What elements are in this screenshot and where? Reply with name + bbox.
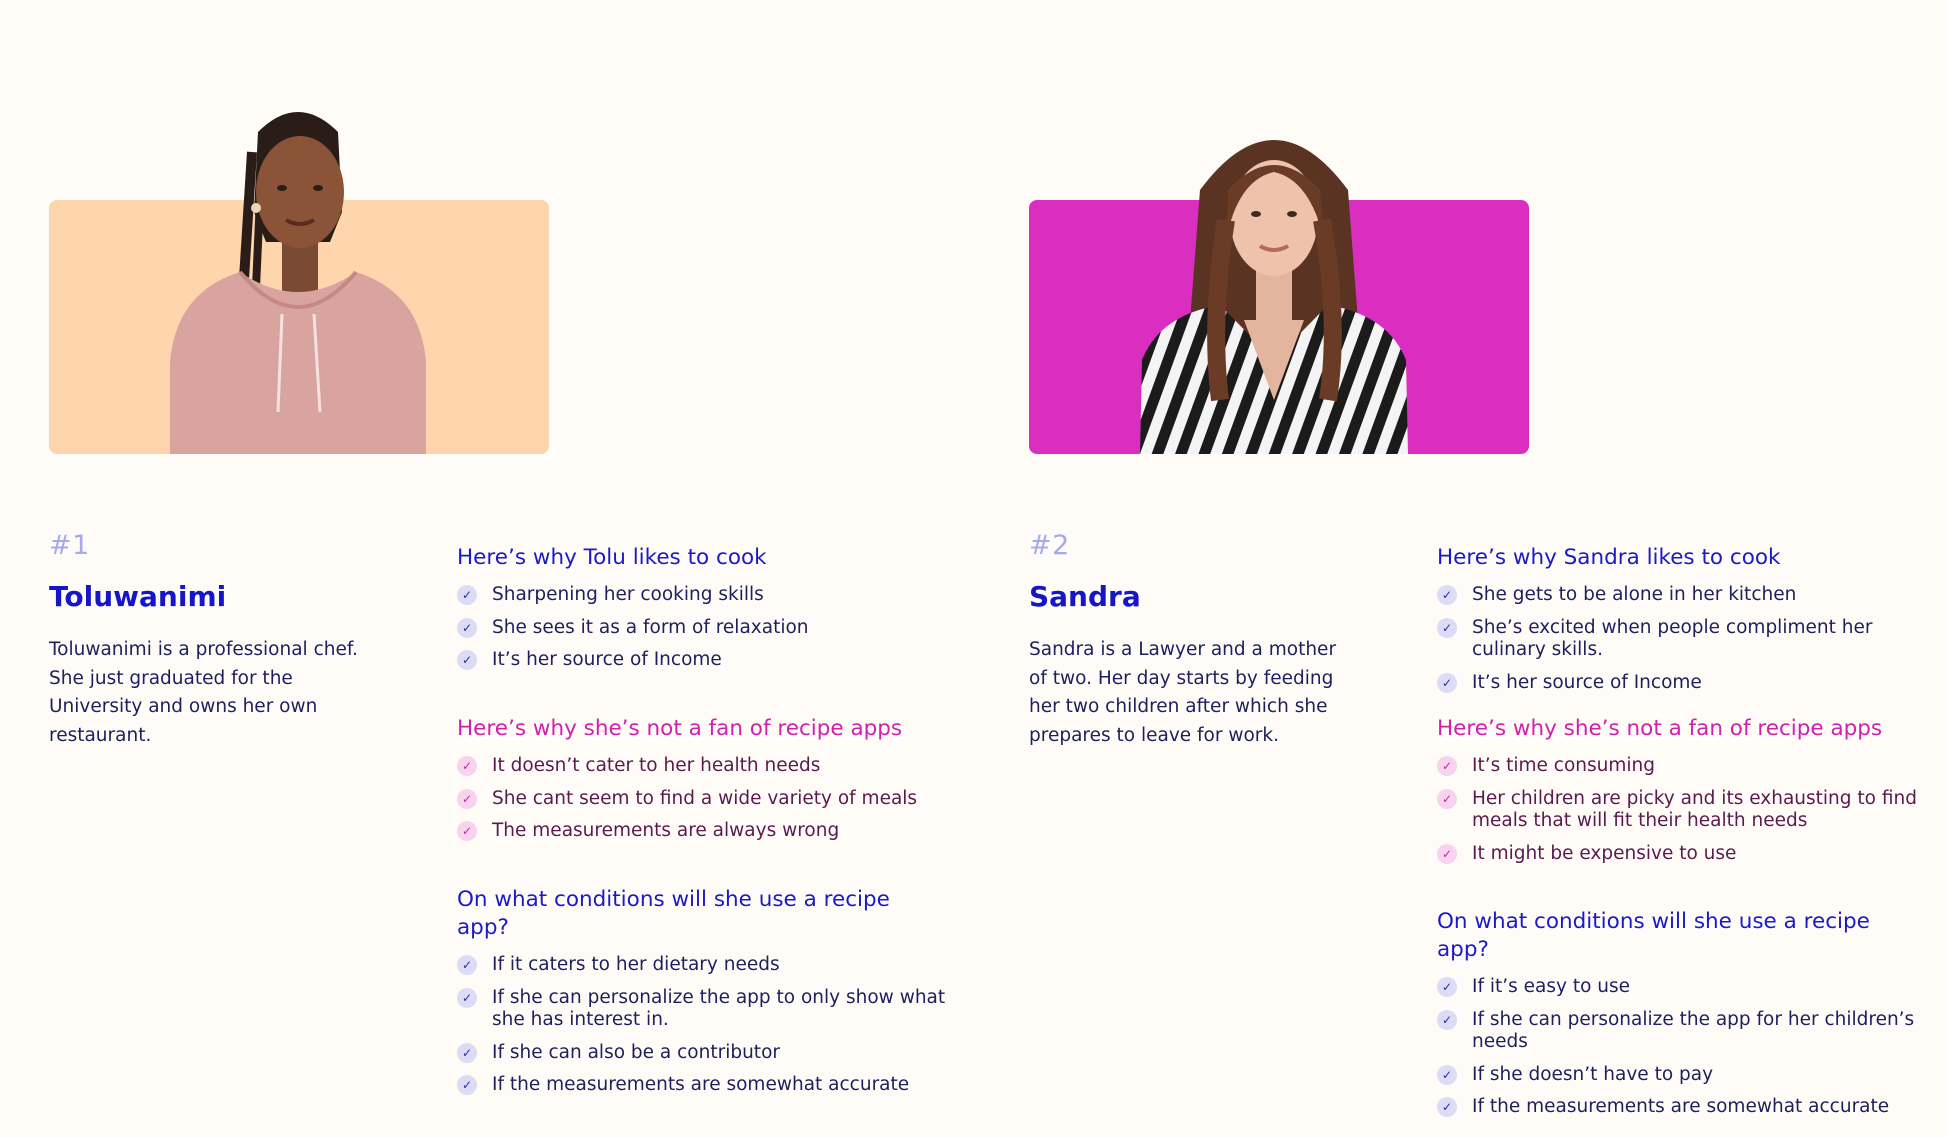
- check-icon: ✓: [457, 789, 477, 809]
- check-icon: ✓: [1437, 844, 1457, 864]
- check-icon: ✓: [1437, 1010, 1457, 1030]
- persona-photo: [170, 92, 426, 454]
- check-icon: ✓: [457, 955, 477, 975]
- dislikes-list: [1437, 755, 1927, 865]
- woman-portrait-icon: [1140, 100, 1408, 454]
- dislikes-section: [1437, 715, 1927, 875]
- check-icon: ✓: [1437, 1065, 1457, 1085]
- conditions-list: [1437, 976, 1927, 1119]
- list-item: ✓ If it caters to her dietary needs: [457, 954, 947, 977]
- dislikes-section: [457, 715, 947, 853]
- conditions-list: [457, 954, 947, 1097]
- list-item: ✓ She cant seem to find a wide variety of meals: [457, 788, 947, 811]
- persona-card-sandra: [980, 0, 1940, 1138]
- woman-portrait-icon: [170, 92, 426, 454]
- persona-name: Toluwanimi: [49, 580, 227, 613]
- list-item: ✓ Her children are picky and its exhausting to find meals that will fit their health needs: [1437, 788, 1927, 833]
- check-icon: ✓: [457, 988, 477, 1008]
- list-item: ✓ Sharpening her cooking skills: [457, 584, 947, 607]
- list-item: ✓ If it’s easy to use: [1437, 976, 1927, 999]
- list-item: ✓ It’s her source of Income: [1437, 672, 1927, 695]
- list-item: ✓ If she can also be a contributor: [457, 1042, 947, 1065]
- persona-bio: Sandra is a Lawyer and a mother of two. Her day starts by feeding her two children after which she prepares to leave for work.: [1029, 639, 1337, 747]
- check-icon: ✓: [1437, 673, 1457, 693]
- check-icon: ✓: [457, 821, 477, 841]
- check-icon: ✓: [457, 756, 477, 776]
- list-item: ✓ It might be expensive to use: [1437, 843, 1927, 866]
- check-icon: ✓: [1437, 1097, 1457, 1117]
- list-item: ✓ It doesn’t cater to her health needs: [457, 755, 947, 778]
- conditions-section: [1437, 908, 1927, 1129]
- check-icon: ✓: [457, 1075, 477, 1095]
- persona-name: Sandra: [1029, 580, 1141, 613]
- likes-title: Here’s why Sandra likes to cook: [1437, 545, 1781, 570]
- check-icon: ✓: [1437, 789, 1457, 809]
- conditions-section: [457, 886, 947, 1107]
- conditions-title: On what conditions will she use a recipe app?: [457, 887, 890, 940]
- persona-number: #1: [49, 530, 90, 561]
- check-icon: ✓: [457, 618, 477, 638]
- persona-card-toluwanimi: [0, 0, 960, 1138]
- likes-title: Here’s why Tolu likes to cook: [457, 545, 767, 570]
- dislikes-title: Here’s why she’s not a fan of recipe apps: [457, 716, 903, 741]
- list-item: ✓ She gets to be alone in her kitchen: [1437, 584, 1927, 607]
- likes-section: [1437, 544, 1927, 704]
- list-item: ✓ It’s her source of Income: [457, 649, 947, 672]
- list-item: ✓ If she doesn’t have to pay: [1437, 1064, 1927, 1087]
- list-item: ✓ She sees it as a form of relaxation: [457, 617, 947, 640]
- dislikes-list: [457, 755, 947, 843]
- check-icon: ✓: [1437, 618, 1457, 638]
- list-item: ✓ It’s time consuming: [1437, 755, 1927, 778]
- persona-number: #2: [1029, 530, 1070, 561]
- check-icon: ✓: [457, 1043, 477, 1063]
- check-icon: ✓: [1437, 977, 1457, 997]
- list-item: ✓ If she can personalize the app for her children’s needs: [1437, 1009, 1927, 1054]
- likes-list: [457, 584, 947, 672]
- persona-photo: [1140, 100, 1408, 454]
- check-icon: ✓: [457, 585, 477, 605]
- list-item: ✓ She’s excited when people compliment her culinary skills.: [1437, 617, 1927, 662]
- list-item: ✓ If the measurements are somewhat accurate: [1437, 1096, 1927, 1119]
- check-icon: ✓: [457, 650, 477, 670]
- dislikes-title: Here’s why she’s not a fan of recipe apps: [1437, 716, 1883, 741]
- list-item: ✓ If the measurements are somewhat accurate: [457, 1074, 947, 1097]
- likes-list: [1437, 584, 1927, 694]
- check-icon: ✓: [1437, 585, 1457, 605]
- conditions-title: On what conditions will she use a recipe app?: [1437, 909, 1870, 962]
- likes-section: [457, 544, 947, 682]
- list-item: ✓ If she can personalize the app to only show what she has interest in.: [457, 987, 947, 1032]
- list-item: ✓ The measurements are always wrong: [457, 820, 947, 843]
- persona-bio: Toluwanimi is a professional chef. She just graduated for the University and owns her own restaurant.: [49, 639, 358, 747]
- check-icon: ✓: [1437, 756, 1457, 776]
